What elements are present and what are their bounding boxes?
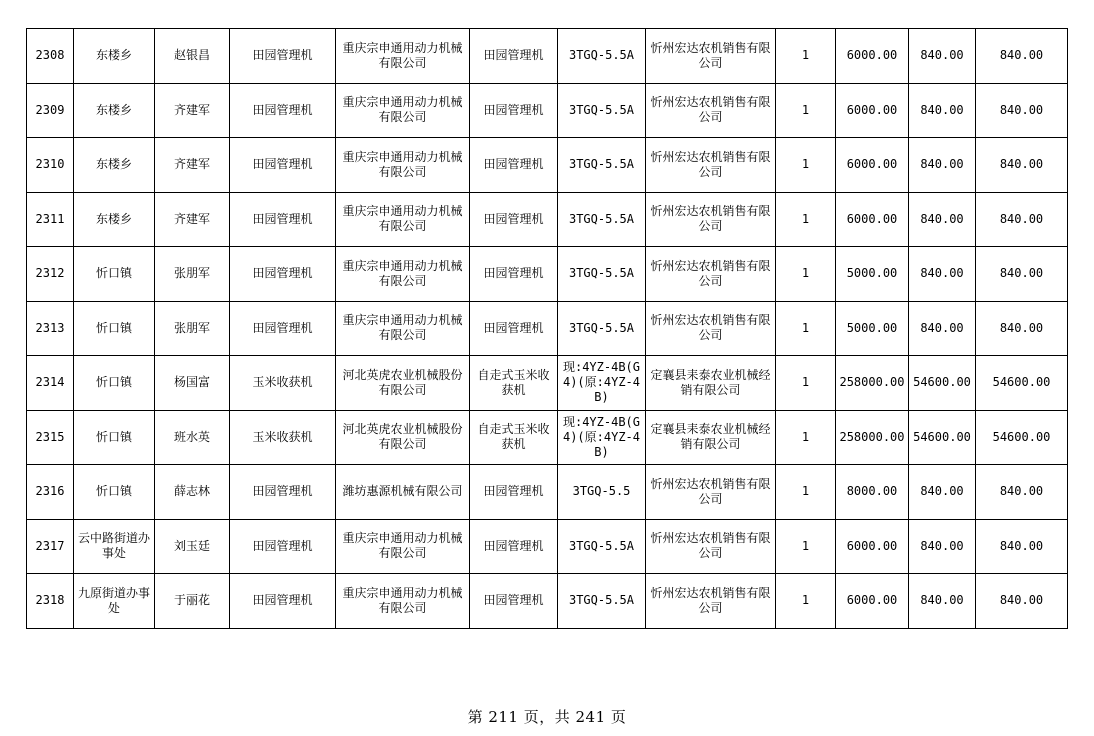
cell-model: 3TGQ-5.5A xyxy=(558,192,646,247)
cell-model: 3TGQ-5.5A xyxy=(558,83,646,138)
table-row xyxy=(27,83,1068,138)
cell-total: 840.00 xyxy=(976,29,1068,84)
cell-no: 2310 xyxy=(27,138,74,193)
cell-qty: 1 xyxy=(776,301,836,356)
cell-name: 赵银昌 xyxy=(155,29,230,84)
cell-dealer: 忻州宏达农机销售有限公司 xyxy=(646,465,776,520)
table-row xyxy=(27,356,1068,411)
cell-model: 3TGQ-5.5A xyxy=(558,247,646,302)
cell-machine: 玉米收获机 xyxy=(230,356,336,411)
cell-dealer: 忻州宏达农机销售有限公司 xyxy=(646,138,776,193)
cell-dealer: 定襄县耒泰农业机械经销有限公司 xyxy=(646,356,776,411)
cell-dealer: 忻州宏达农机销售有限公司 xyxy=(646,83,776,138)
cell-model: 3TGQ-5.5A xyxy=(558,138,646,193)
cell-machine: 田园管理机 xyxy=(230,29,336,84)
cell-dealer: 忻州宏达农机销售有限公司 xyxy=(646,574,776,629)
cell-machine: 田园管理机 xyxy=(230,465,336,520)
cell-machine: 田园管理机 xyxy=(230,519,336,574)
cell-no: 2311 xyxy=(27,192,74,247)
cell-machine: 田园管理机 xyxy=(230,83,336,138)
cell-no: 2318 xyxy=(27,574,74,629)
cell-model: 3TGQ-5.5 xyxy=(558,465,646,520)
table-row xyxy=(27,519,1068,574)
cell-price: 6000.00 xyxy=(836,574,909,629)
cell-name: 齐建军 xyxy=(155,138,230,193)
cell-qty: 1 xyxy=(776,192,836,247)
cell-name: 薛志林 xyxy=(155,465,230,520)
page-footer: 第 211 页，共 241 页 xyxy=(467,708,627,726)
cell-name: 齐建军 xyxy=(155,192,230,247)
cell-price: 6000.00 xyxy=(836,192,909,247)
cell-maker: 重庆宗申通用动力机械有限公司 xyxy=(336,301,470,356)
cell-dealer: 忻州宏达农机销售有限公司 xyxy=(646,519,776,574)
cell-town: 东楼乡 xyxy=(74,83,155,138)
table-row xyxy=(27,301,1068,356)
cell-name: 杨国富 xyxy=(155,356,230,411)
cell-qty: 1 xyxy=(776,83,836,138)
cell-product: 田园管理机 xyxy=(470,192,558,247)
cell-product: 田园管理机 xyxy=(470,465,558,520)
cell-qty: 1 xyxy=(776,574,836,629)
cell-name: 张朋军 xyxy=(155,247,230,302)
cell-machine: 田园管理机 xyxy=(230,247,336,302)
cell-dealer: 定襄县耒泰农业机械经销有限公司 xyxy=(646,410,776,465)
cell-product: 田园管理机 xyxy=(470,138,558,193)
cell-dealer: 忻州宏达农机销售有限公司 xyxy=(646,301,776,356)
cell-price: 8000.00 xyxy=(836,465,909,520)
cell-total: 840.00 xyxy=(976,301,1068,356)
cell-no: 2315 xyxy=(27,410,74,465)
cell-qty: 1 xyxy=(776,247,836,302)
cell-model: 3TGQ-5.5A xyxy=(558,29,646,84)
cell-no: 2309 xyxy=(27,83,74,138)
cell-subsidy: 840.00 xyxy=(909,192,976,247)
cell-price: 6000.00 xyxy=(836,29,909,84)
cell-town: 九原街道办事处 xyxy=(74,574,155,629)
cell-product: 田园管理机 xyxy=(470,247,558,302)
cell-total: 840.00 xyxy=(976,465,1068,520)
cell-machine: 田园管理机 xyxy=(230,574,336,629)
cell-price: 258000.00 xyxy=(836,356,909,411)
cell-name: 齐建军 xyxy=(155,83,230,138)
cell-model: 3TGQ-5.5A xyxy=(558,301,646,356)
cell-maker: 重庆宗申通用动力机械有限公司 xyxy=(336,192,470,247)
cell-product: 田园管理机 xyxy=(470,301,558,356)
cell-no: 2313 xyxy=(27,301,74,356)
cell-no: 2314 xyxy=(27,356,74,411)
cell-total: 54600.00 xyxy=(976,356,1068,411)
cell-maker: 重庆宗申通用动力机械有限公司 xyxy=(336,138,470,193)
cell-maker: 河北英虎农业机械股份有限公司 xyxy=(336,356,470,411)
cell-total: 840.00 xyxy=(976,138,1068,193)
cell-machine: 玉米收获机 xyxy=(230,410,336,465)
cell-town: 忻口镇 xyxy=(74,410,155,465)
table-row xyxy=(27,465,1068,520)
cell-total: 840.00 xyxy=(976,83,1068,138)
cell-no: 2312 xyxy=(27,247,74,302)
cell-machine: 田园管理机 xyxy=(230,301,336,356)
cell-town: 忻口镇 xyxy=(74,465,155,520)
cell-subsidy: 54600.00 xyxy=(909,410,976,465)
cell-product: 田园管理机 xyxy=(470,574,558,629)
cell-subsidy: 840.00 xyxy=(909,574,976,629)
cell-town: 东楼乡 xyxy=(74,192,155,247)
cell-price: 6000.00 xyxy=(836,83,909,138)
cell-subsidy: 840.00 xyxy=(909,465,976,520)
cell-town: 云中路街道办事处 xyxy=(74,519,155,574)
table-row xyxy=(27,29,1068,84)
table-row xyxy=(27,574,1068,629)
cell-model: 现:4YZ-4B(G4)(原:4YZ-4B) xyxy=(558,356,646,411)
cell-machine: 田园管理机 xyxy=(230,192,336,247)
cell-subsidy: 840.00 xyxy=(909,83,976,138)
cell-subsidy: 54600.00 xyxy=(909,356,976,411)
cell-maker: 重庆宗申通用动力机械有限公司 xyxy=(336,29,470,84)
cell-price: 5000.00 xyxy=(836,247,909,302)
cell-maker: 重庆宗申通用动力机械有限公司 xyxy=(336,83,470,138)
cell-product: 自走式玉米收获机 xyxy=(470,410,558,465)
cell-price: 6000.00 xyxy=(836,519,909,574)
table-body xyxy=(27,29,1068,629)
cell-maker: 潍坊惠源机械有限公司 xyxy=(336,465,470,520)
cell-model: 3TGQ-5.5A xyxy=(558,519,646,574)
cell-price: 5000.00 xyxy=(836,301,909,356)
cell-town: 东楼乡 xyxy=(74,29,155,84)
cell-total: 54600.00 xyxy=(976,410,1068,465)
cell-maker: 河北英虎农业机械股份有限公司 xyxy=(336,410,470,465)
cell-maker: 重庆宗申通用动力机械有限公司 xyxy=(336,247,470,302)
subsidy-table xyxy=(26,28,1068,629)
cell-no: 2316 xyxy=(27,465,74,520)
cell-no: 2317 xyxy=(27,519,74,574)
cell-product: 田园管理机 xyxy=(470,519,558,574)
cell-maker: 重庆宗申通用动力机械有限公司 xyxy=(336,519,470,574)
cell-subsidy: 840.00 xyxy=(909,519,976,574)
table-row xyxy=(27,247,1068,302)
cell-total: 840.00 xyxy=(976,247,1068,302)
cell-subsidy: 840.00 xyxy=(909,247,976,302)
cell-subsidy: 840.00 xyxy=(909,138,976,193)
cell-model: 现:4YZ-4B(G4)(原:4YZ-4B) xyxy=(558,410,646,465)
cell-name: 张朋军 xyxy=(155,301,230,356)
cell-name: 刘玉廷 xyxy=(155,519,230,574)
cell-price: 6000.00 xyxy=(836,138,909,193)
cell-qty: 1 xyxy=(776,410,836,465)
cell-no: 2308 xyxy=(27,29,74,84)
cell-product: 田园管理机 xyxy=(470,83,558,138)
cell-model: 3TGQ-5.5A xyxy=(558,574,646,629)
table-row xyxy=(27,138,1068,193)
cell-maker: 重庆宗申通用动力机械有限公司 xyxy=(336,574,470,629)
cell-total: 840.00 xyxy=(976,574,1068,629)
cell-qty: 1 xyxy=(776,29,836,84)
cell-subsidy: 840.00 xyxy=(909,301,976,356)
cell-total: 840.00 xyxy=(976,192,1068,247)
cell-machine: 田园管理机 xyxy=(230,138,336,193)
cell-name: 班水英 xyxy=(155,410,230,465)
cell-qty: 1 xyxy=(776,356,836,411)
cell-qty: 1 xyxy=(776,519,836,574)
cell-dealer: 忻州宏达农机销售有限公司 xyxy=(646,247,776,302)
cell-town: 忻口镇 xyxy=(74,301,155,356)
cell-town: 忻口镇 xyxy=(74,356,155,411)
cell-qty: 1 xyxy=(776,138,836,193)
table-row xyxy=(27,192,1068,247)
cell-dealer: 忻州宏达农机销售有限公司 xyxy=(646,29,776,84)
table-row xyxy=(27,410,1068,465)
cell-town: 东楼乡 xyxy=(74,138,155,193)
cell-town: 忻口镇 xyxy=(74,247,155,302)
cell-subsidy: 840.00 xyxy=(909,29,976,84)
cell-qty: 1 xyxy=(776,465,836,520)
cell-total: 840.00 xyxy=(976,519,1068,574)
cell-price: 258000.00 xyxy=(836,410,909,465)
cell-dealer: 忻州宏达农机销售有限公司 xyxy=(646,192,776,247)
cell-product: 田园管理机 xyxy=(470,29,558,84)
cell-product: 自走式玉米收获机 xyxy=(470,356,558,411)
cell-name: 于丽花 xyxy=(155,574,230,629)
